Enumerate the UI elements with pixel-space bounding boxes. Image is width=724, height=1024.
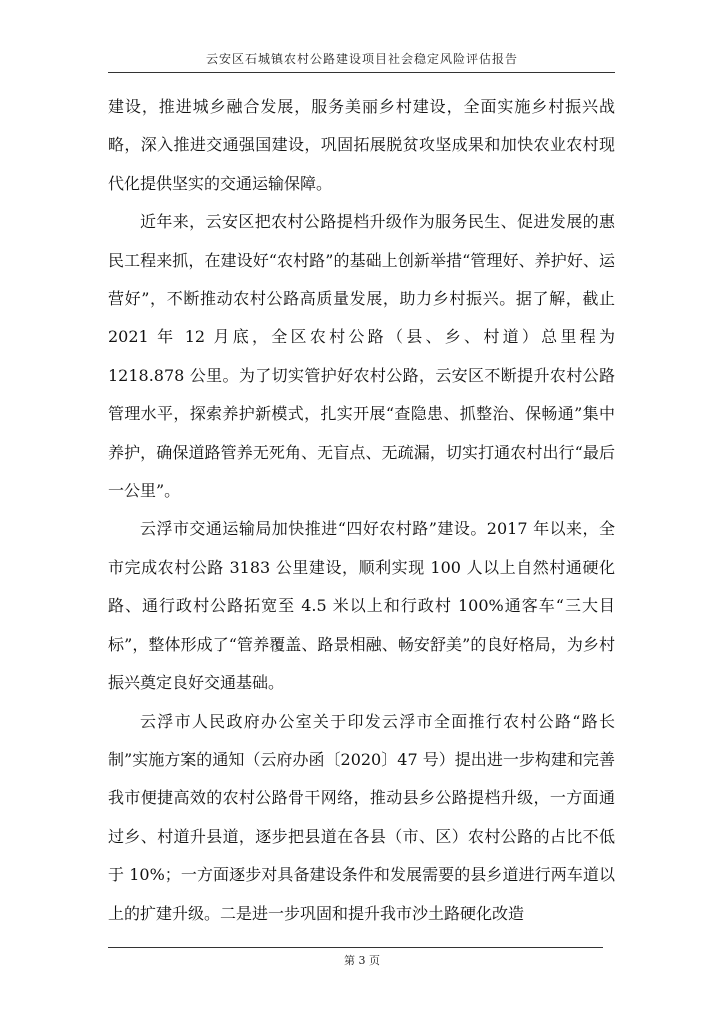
paragraph: 建设，推进城乡融合发展，服务美丽乡村建设，全面实施乡村振兴战略，深入推进交通强国建设，巩固拓展脱贫攻坚成果和加快农业农村现代化提供坚实的交通运输保障。 bbox=[108, 97, 615, 193]
header-divider bbox=[108, 72, 615, 73]
page-number: 第 3 页 bbox=[344, 954, 380, 967]
paragraph: 云浮市交通运输局加快推进“四好农村路”建设。2017 年以来，全市完成农村公路 3183 公里建设，顺利实现 100 人以上自然村通硬化路、通行政村公路拓宽至 4.5 米以上和行政村 100%通客车“三大目标”，整体形成了“管养覆盖、路景相融、畅安舒美”的良好格局，为乡村振兴奠定良好交通基础。 bbox=[108, 519, 615, 693]
footer-divider bbox=[108, 947, 603, 948]
page-header: 云安区石城镇农村公路建设项目社会稳定风险评估报告 bbox=[205, 52, 518, 66]
paragraph: 近年来，云安区把农村公路提档升级作为服务民生、促进发展的惠民工程来抓，在建设好“农村路”的基础上创新举措“管理好、养护好、运营好”，不断推动农村公路高质量发展，助力乡村振兴。据了解，截止 2021 年 12 月底，全区农村公路（县、乡、村道）总里程为 1218.878 公里。为了切实管护好农村公路，云安区不断提升农村公路管理水平，探索养护新模式，扎实开展“查隐患、抓整治、保畅通”集中养护，确保道路管养无死角、无盲点、无疏漏，切实打通农村出行“最后一公里”。 bbox=[108, 212, 615, 501]
paragraph: 云浮市人民政府办公室关于印发云浮市全面推行农村公路“路长制”实施方案的通知（云府办函〔2020〕47 号）提出进一步构建和完善我市便捷高效的农村公路骨干网络，推动县乡公路提档升级，一方面通过乡、村道升县道，逐步把县道在各县（市、区）农村公路的占比不低于 10%；一方面逐步对具备建设条件和发展需要的县乡道进行两车道以上的扩建升级。二是进一步巩固和提升我市沙土路硬化改造 bbox=[108, 711, 615, 923]
document-body bbox=[108, 88, 615, 933]
